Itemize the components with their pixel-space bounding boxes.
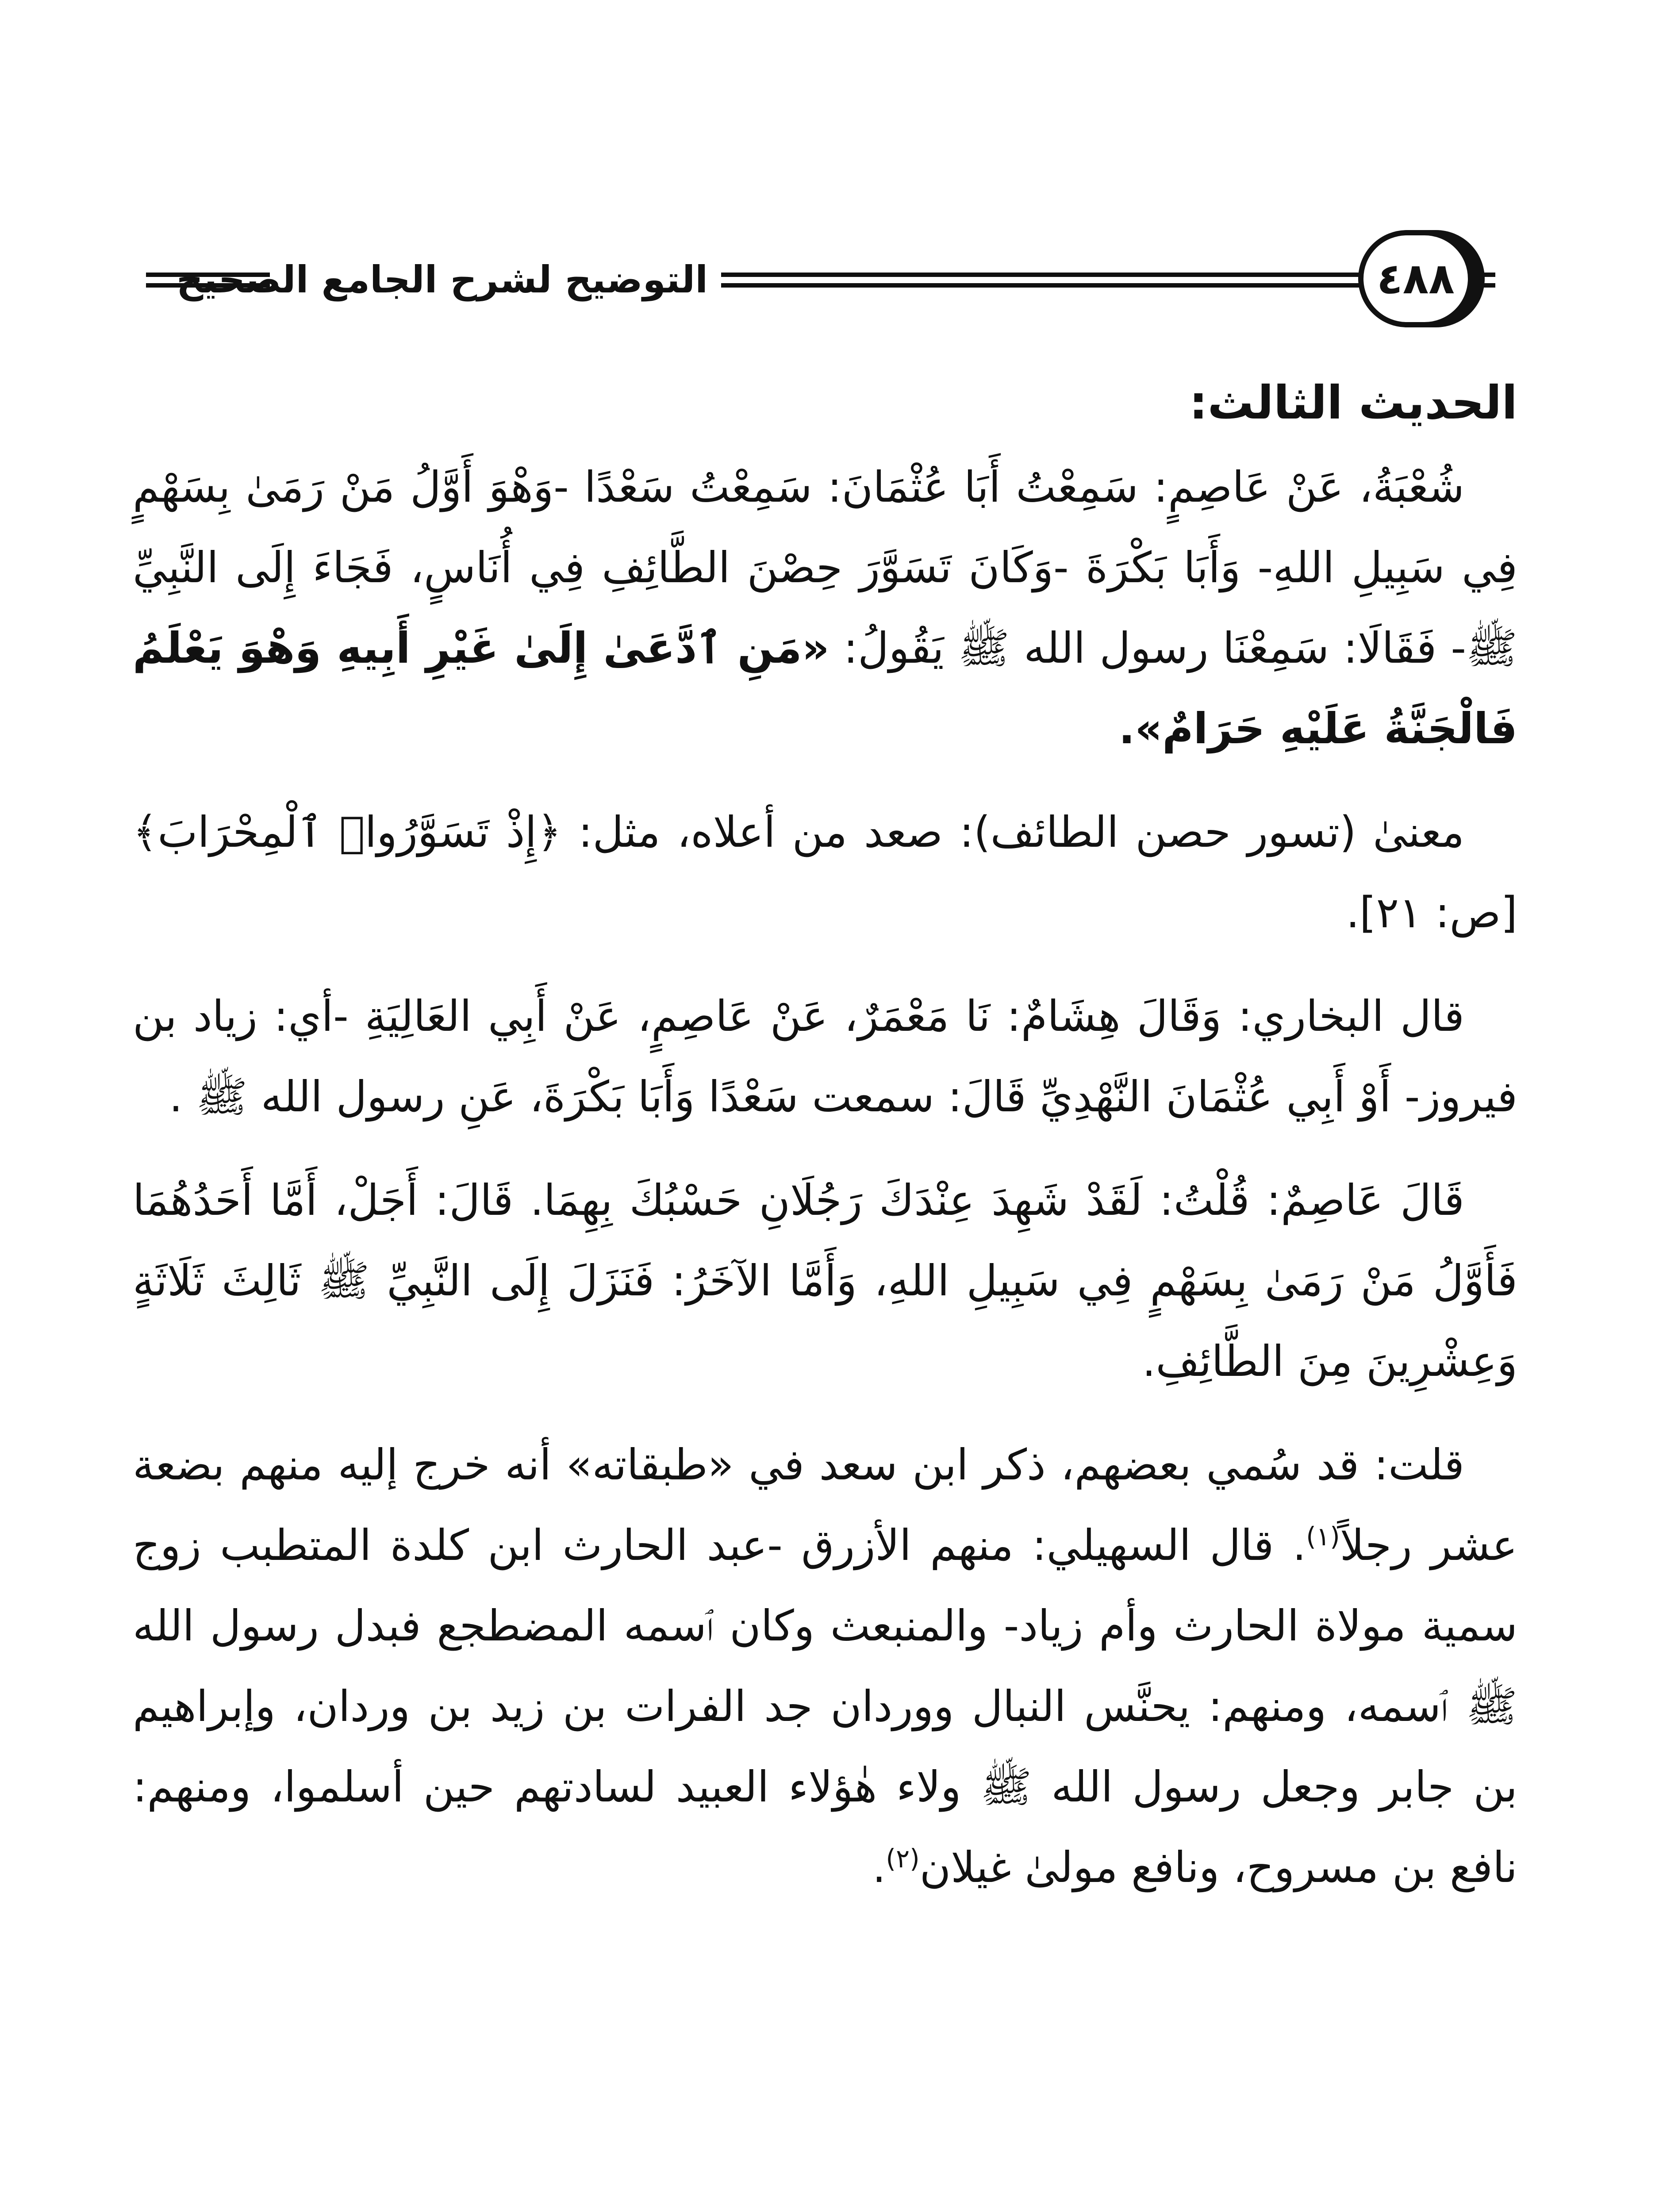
section-heading: الحديث الثالث: (1189, 376, 1517, 430)
hadith-text: «مَنِ ٱدَّعَىٰ إِلَىٰ غَيْرِ أَبِيهِ وَهْوَ يَعْلَمُ فَالْجَنَّةُ عَلَيْهِ حَرَامٌ». (133, 623, 1517, 753)
footnote-ref-1[interactable]: (١) (1306, 1521, 1340, 1551)
meaning-paragraph: معنىٰ (تسور حصن الطائف): صعد من أعلاه، مثل: ﴿إِذْ تَسَوَّرُوا۟ ٱلْمِحْرَابَ﴾ [ص: ٢١]. (133, 807, 1517, 937)
commentary-paragraph (133, 1425, 1517, 1908)
page-number: ٤٨٨ (1358, 230, 1473, 327)
header-rule-middle (721, 273, 1363, 288)
book-title: التوضيح لشرح الجامع الصحيح (176, 258, 708, 301)
asim-paragraph: قَالَ عَاصِمٌ: قُلْتُ: لَقَدْ شَهِدَ عِنْدَكَ رَجُلَانِ حَسْبُكَ بِهِمَا. قَالَ: أَجَلْ، أَمَّا أَحَدُهُمَا فَأَوَّلُ مَنْ رَمَىٰ بِسَهْمٍ فِي سَبِيلِ اللهِ، وَأَمَّا الآخَرُ: فَنَزَلَ إِلَى النَّبِيِّ ﷺ ثَالِثَ ثَلَاثَةٍ وَعِشْرِينَ مِنَ الطَّائِفِ. (133, 1175, 1517, 1386)
commentary-text-2: . قال السهيلي: منهم الأزرق -عبد الحارث ابن كلدة المتطبب زوج سمية مولاة الحارث وأم زياد- والمنبعث وكان ٱسمه المضطجع فبدل رسول الله ﷺ ٱسمه، ومنهم: يحنَّس النبال ووردان جد الفرات بن زيد بن وردان، وإبراهيم بن جابر وجعل رسول الله ﷺ ولاء هٰؤلاء العبيد لسادتهم حين أسلموا، ومنهم: نافع بن مسروح، ونافع مولىٰ غيلان (133, 1521, 1517, 1892)
running-header (146, 230, 1495, 327)
header-rule-right (1469, 273, 1495, 288)
hadith-isnad: شُعْبَةُ، عَنْ عَاصِمٍ: سَمِعْتُ أَبَا عُثْمَانَ: سَمِعْتُ سَعْدًا -وَهْوَ أَوَّلُ مَنْ رَمَىٰ بِسَهْمٍ فِي سَبِيلِ اللهِ- وَأَبَا بَكْرَةَ -وَكَانَ تَسَوَّرَ حِصْنَ الطَّائِفِ فِي أُنَاسٍ، فَجَاءَ إِلَى النَّبِيِّ ﷺ- فَقَالَا: سَمِعْنَا رسول الله ﷺ يَقُولُ: (133, 462, 1518, 673)
footnote-ref-2[interactable]: (٢) (886, 1843, 920, 1874)
hadith-paragraph (133, 447, 1517, 769)
commentary-text-1: قلت: قد سُمي بعضهم، ذكر ابن سعد في «طبقاته» أنه خرج إليه منهم بضعة عشر رجلاً (133, 1440, 1518, 1570)
bukhari-paragraph: قال البخاري: وَقَالَ هِشَامٌ: نَا مَعْمَرٌ، عَنْ عَاصِمٍ، عَنْ أَبِي العَالِيَةِ -أي: زياد بن فيروز- أَوْ أَبِي عُثْمَانَ النَّهْدِيِّ قَالَ: سمعت سَعْدًا وَأَبَا بَكْرَةَ، عَنِ رسول الله ﷺ . (133, 991, 1517, 1121)
commentary-end: . (872, 1843, 886, 1892)
main-text (133, 363, 1517, 1908)
